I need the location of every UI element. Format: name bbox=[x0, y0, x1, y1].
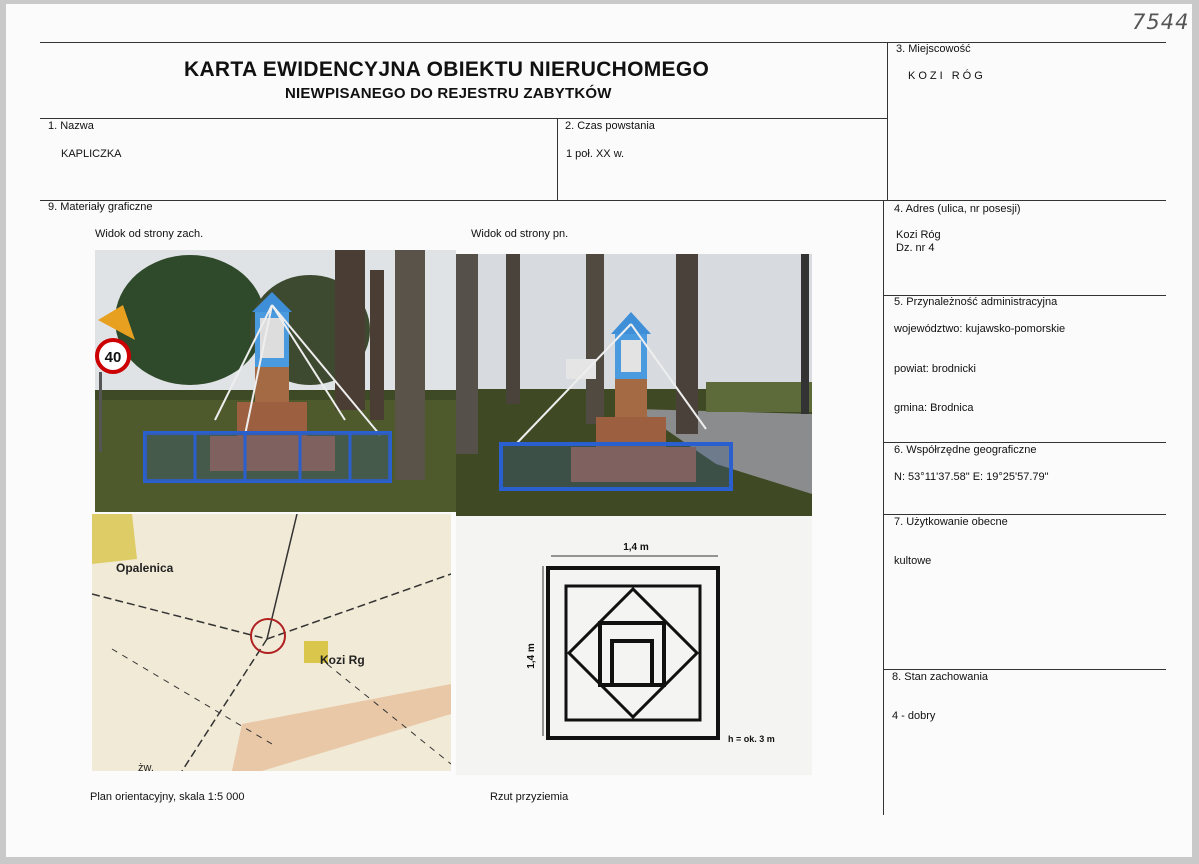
inventory-number: 7544 bbox=[1132, 10, 1190, 34]
plan-height-label: h = ok. 3 m bbox=[728, 734, 775, 744]
field-8-value: 4 - dobry bbox=[892, 710, 936, 722]
field-4-value-plot: Dz. nr 4 bbox=[896, 242, 935, 254]
field-5-commune: gmina: Brodnica bbox=[894, 402, 974, 414]
field-5-voivodeship: województwo: kujawsko-pomorskie bbox=[894, 323, 1066, 335]
rule-right-column-top bbox=[887, 42, 888, 200]
map-label-zw: żw. bbox=[138, 762, 154, 771]
map-label-opalenica: Opalenica bbox=[116, 561, 174, 575]
field-5-county: powiat: brodnicki bbox=[894, 363, 976, 375]
rule-right-column bbox=[883, 200, 884, 815]
map-label-kozi-rog: Kozi Rg bbox=[320, 653, 365, 667]
field-2-label: 2. Czas powstania bbox=[565, 120, 655, 132]
field-7-value: kultowe bbox=[894, 555, 932, 567]
field-1-value: KAPLICZKA bbox=[61, 148, 122, 160]
field-6-label: 6. Współrzędne geograficzne bbox=[894, 444, 1037, 456]
card-subtitle: NIEWPISANEGO DO REJESTRU ZABYTKÓW bbox=[285, 85, 612, 102]
field-9-label: 9. Materiały graficzne bbox=[48, 201, 153, 213]
rule-f1-f2 bbox=[557, 118, 558, 200]
rule-title-bottom bbox=[40, 118, 888, 119]
caption-location-map: Plan orientacyjny, skala 1:5 000 bbox=[90, 791, 245, 803]
rule-f5-bottom bbox=[883, 442, 1166, 443]
field-8-label: 8. Stan zachowania bbox=[892, 671, 989, 683]
field-4-label: 4. Adres (ulica, nr posesji) bbox=[894, 203, 1021, 215]
caption-floor-plan: Rzut przyziemia bbox=[490, 791, 569, 803]
rule-f6-bottom bbox=[883, 514, 1166, 515]
rule-fields-bottom bbox=[40, 200, 1166, 201]
photo-north-view bbox=[456, 254, 812, 516]
field-5-label: 5. Przynależność administracyjna bbox=[894, 296, 1058, 308]
location-map bbox=[92, 514, 451, 771]
field-2-value: 1 poł. XX w. bbox=[566, 148, 625, 160]
photo-west-view bbox=[95, 250, 456, 512]
field-1-label: 1. Nazwa bbox=[48, 120, 94, 132]
card-title: KARTA EWIDENCYJNA OBIEKTU NIERUCHOMEGO bbox=[184, 58, 710, 81]
field-7-label: 7. Użytkowanie obecne bbox=[894, 516, 1008, 528]
field-4-value-place: Kozi Róg bbox=[896, 229, 941, 241]
rule-top bbox=[40, 42, 1166, 43]
plan-width-label: 1,4 m bbox=[623, 542, 649, 553]
field-3-label: 3. Miejscowość bbox=[896, 43, 971, 55]
caption-west-view: Widok od strony zach. bbox=[95, 228, 204, 240]
caption-north-view: Widok od strony pn. bbox=[471, 228, 569, 240]
plan-depth-label: 1,4 m bbox=[526, 643, 537, 669]
field-3-value: KOZI RÓG bbox=[908, 70, 986, 82]
rule-f7-bottom bbox=[883, 669, 1166, 670]
record-card-sheet bbox=[6, 4, 1192, 857]
floor-plan-drawing bbox=[456, 516, 812, 775]
field-6-value: N: 53°11'37.58" E: 19°25'57.79" bbox=[894, 471, 1049, 483]
speed-sign-text: 40 bbox=[104, 349, 122, 366]
